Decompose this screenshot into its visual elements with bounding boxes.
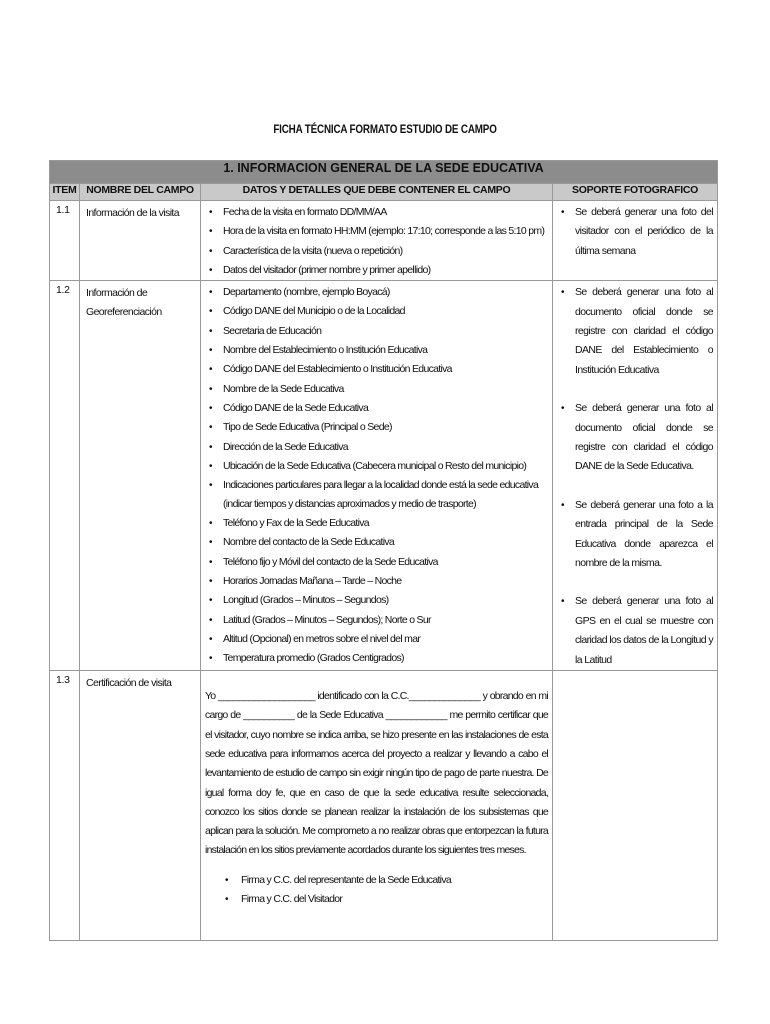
list-item: • Hora de la visita en formato HH:MM (ejemplo: 17:10; corresponde a las 5:10 pm) (223, 222, 552, 241)
list-item: • Nombre del Establecimiento o Institución Educativa (223, 341, 552, 360)
table-row (50, 671, 718, 941)
column-header-row (50, 184, 718, 201)
list-item: • Firma y C.C. del Visitador (241, 890, 552, 909)
column-header-details: DATOS Y DETALLES QUE DEBE CONTENER EL CAMPO (201, 184, 553, 201)
row-photo-support (553, 201, 718, 281)
row-field-name: Información de la visita (80, 201, 201, 281)
row-photo-support (553, 281, 718, 671)
list-item: • Fecha de la visita en formato DD/MM/AA (223, 203, 552, 222)
list-item: • Se deberá generar una foto del visitador con el periódico de la última semana (575, 203, 717, 261)
list-item: • Nombre del contacto de la Sede Educativa (223, 533, 552, 552)
row-photo-support (553, 671, 718, 941)
row-field-name: Información de Georeferenciación (80, 281, 201, 671)
row-item-number: 1.1 (50, 201, 80, 281)
signature-list (201, 861, 552, 910)
document-title: FICHA TÉCNICA FORMATO ESTUDIO DE CAMPO (273, 122, 497, 136)
list-item: • Código DANE del Establecimiento o Institución Educativa (223, 360, 552, 379)
list-item: • Firma y C.C. del representante de la Sede Educativa (241, 871, 552, 890)
section-header-row (50, 161, 718, 184)
list-item: • Se deberá generar una foto al documento oficial donde se registre con claridad el código DANE del Establecimiento o Institución Educativa (575, 283, 717, 380)
list-item: • Latitud (Grados – Minutos – Segundos); Norte o Sur (223, 611, 552, 630)
list-item: • Datos del visitador (primer nombre y primer apellido) (223, 261, 552, 280)
row-details (201, 201, 553, 281)
certification-text: Yo ___________________ identificado con la C.C.______________ y obrando en mi cargo de __________ de la Sede Educativa ____________ me permito certificar que el visitador, cuyo nombre se indica arriba, se hizo presente en las instalaciones de esta sede educativa para informarnos acerca del proyecto a realizar y llevando a cabo el levantamiento de estudio de campo sin exigir ningún tipo de pago de parte nuestra. De igual forma doy fe, que en caso de que la sede educativa resulte seleccionada, conozco los sitios donde se planean realizar la instalación de los subsistemas que aplican para la solución. Me comprometo a no realizar obras que entorpezcan la futura instalación en los sitios previamente acordados durante los siguientes tres meses. (205, 690, 548, 857)
list-item: • Característica de la visita (nueva o repetición) (223, 242, 552, 261)
row-item-number: 1.2 (50, 281, 80, 671)
list-item: • Código DANE de la Sede Educativa (223, 399, 552, 418)
list-item: • Secretaria de Educación (223, 322, 552, 341)
column-header-name: NOMBRE DEL CAMPO (80, 184, 201, 201)
row-field-name: Certificación de visita (80, 671, 201, 941)
list-item: • Ubicación de la Sede Educativa (Cabecera municipal o Resto del municipio) (223, 457, 552, 476)
section-title: 1. INFORMACION GENERAL DE LA SEDE EDUCATIVA (50, 161, 718, 184)
list-item: • Horarios Jornadas Mañana – Tarde – Noche (223, 572, 552, 591)
column-header-item: ITEM (50, 184, 80, 201)
list-item: • Se deberá generar una foto a la entrada principal de la Sede Educativa donde aparezca el nombre de la misma. (575, 496, 717, 574)
list-item: • Departamento (nombre, ejemplo Boyacá) (223, 283, 552, 302)
list-item: • Se deberá generar una foto al GPS en el cual se muestre con claridad los datos de la Longitud y la Latitud (575, 592, 717, 670)
table-row (50, 201, 718, 281)
row-certification (201, 671, 553, 941)
list-item: • Tipo de Sede Educativa (Principal o Sede) (223, 418, 552, 437)
list-item: • Teléfono y Fax de la Sede Educativa (223, 514, 552, 533)
list-item: • Dirección de la Sede Educativa (223, 438, 552, 457)
table-row (50, 281, 718, 671)
list-item: • Nombre de la Sede Educativa (223, 380, 552, 399)
list-item: • Teléfono fijo y Móvil del contacto de la Sede Educativa (223, 553, 552, 572)
list-item: • Altitud (Opcional) en metros sobre el nivel del mar (223, 630, 552, 649)
row-details (201, 281, 553, 671)
list-item: • Temperatura promedio (Grados Centigrados) (223, 649, 552, 668)
row-item-number: 1.3 (50, 671, 80, 941)
list-item: • Indicaciones particulares para llegar a la localidad donde está la sede educativa (indicar tiempos y distancias aproximados y medio de trasporte) (223, 476, 552, 514)
list-item: • Se deberá generar una foto al documento oficial donde se registre con claridad el código DANE de la Sede Educativa. (575, 399, 717, 477)
column-header-photo: SOPORTE FOTOGRAFICO (553, 184, 718, 201)
list-item: • Longitud (Grados – Minutos – Segundos) (223, 591, 552, 610)
list-item: • Código DANE del Municipio o de la Localidad (223, 302, 552, 321)
field-study-table (49, 160, 718, 941)
